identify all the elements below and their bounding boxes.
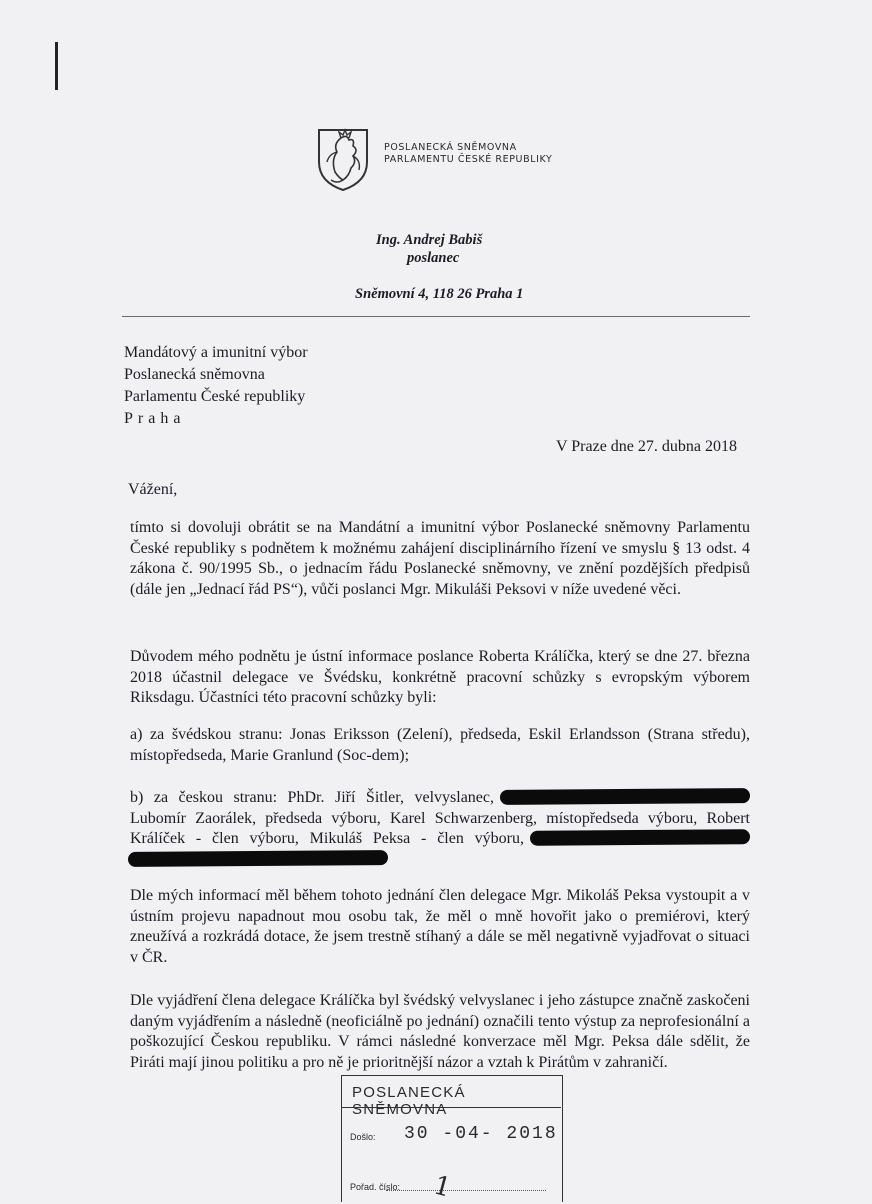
sender-role: poslanec (407, 250, 460, 266)
greeting: Vážení, (128, 481, 178, 498)
coat-of-arms-icon (313, 122, 373, 192)
redaction-mark (128, 850, 388, 867)
stamp-divider (341, 1107, 561, 1108)
recipient-line-1: Mandátový a imunitní výbor (124, 344, 308, 361)
org-line-2: PARLAMENTU ČESKÉ REPUBLIKY (384, 154, 553, 165)
stamp-order-value: 1 (430, 1170, 455, 1204)
redaction-mark (500, 788, 750, 805)
stamp-order-label: Pořad. číslo: (350, 1182, 401, 1192)
paragraph-4-part-2: Lubomír Zaorálek, předseda výboru, Karel Schwarzenberg, místopředseda výboru, Robert Králíček - člen výboru, Mikuláš Peksa - člen výboru, (130, 809, 750, 847)
binder-mark (55, 42, 58, 90)
sender-address: Sněmovní 4, 118 26 Praha 1 (355, 286, 524, 302)
paragraph-6: Dle vyjádření člena delegace Králíčka byl švédský velvyslanec i jeho zástupce značně zaskočeni daným vyjádřením a následně (neoficiálně po jednání) označili tento výstup za neprofesionální a poškozující Českou republiku. V rámci následné konverzace měl Mgr. Peksa dále sdělit, že Piráti mají jinou politiku a pro ně je prioritnější názor a vztah k Pirátům v zahraničí. (130, 992, 750, 1071)
organization-name (384, 142, 552, 166)
header-divider (122, 316, 750, 317)
letter-date: V Praze dne 27. dubna 2018 (556, 438, 737, 455)
stamp-received-label: Došlo: (350, 1132, 376, 1142)
paragraph-2: Důvodem mého podnětu je ústní informace poslance Roberta Králíčka, který se dne 27. března 2018 účastnil delegace ve Švédsku, konkrétně pracovní schůzky s evropským výborem Riksdagu. Účastníci této pracovní schůzky byli: (130, 648, 750, 706)
stamp-received-date: 30 -04- 2018 (404, 1124, 558, 1144)
received-stamp (341, 1075, 563, 1202)
recipient-line-3: Parlamentu České republiky (124, 388, 306, 405)
paragraph-1: tímto si dovoluji obrátit se na Mandátní a imunitní výbor Poslanecké sněmovny Parlamentu České republiky s podnětem k možnému zahájení disciplinárního řízení ve smyslu § 13 odst. 4 zákona č. 90/1995 Sb., o jednacím řádu Poslanecké sněmovny, ve znění pozdějších předpisů (dále jen „Jednací řád PS“), vůči poslanci Mgr. Mikuláši Peksovi v níže uvedené věci. (130, 519, 750, 598)
recipient-block (124, 342, 308, 430)
sender-name: Ing. Andrej Babiš (376, 232, 483, 248)
paragraph-4-part-1: b) za českou stranu: PhDr. Jiří Šitler, velvyslanec, (130, 789, 494, 806)
stamp-title: POSLANECKÁ SNĚMOVNA (352, 1084, 466, 1118)
recipient-city: Praha (124, 410, 186, 427)
paragraph-5: Dle mých informací měl během tohoto jednání člen delegace Mgr. Mikoláš Peksa vystoupit a v ústním projevu napadnout mou osobu tak, že měl o mně hovořit jako o premiérovi, který zneužívá a rozkrádá dotace, že jsem trestně stíhaný a dále se měl negativně vyjadřovat o situaci v ČR. (130, 887, 750, 966)
redaction-mark (530, 829, 750, 846)
org-line-1: POSLANECKÁ SNĚMOVNA (384, 142, 517, 153)
recipient-line-2: Poslanecká sněmovna (124, 366, 265, 383)
paragraph-4 (130, 788, 750, 870)
paragraph-3: a) za švédskou stranu: Jonas Eriksson (Zelení), předseda, Eskil Erlandsson (Strana středu), místopředseda, Marie Granlund (Soc-dem); (130, 726, 750, 764)
stamp-dotted-line (386, 1190, 546, 1191)
